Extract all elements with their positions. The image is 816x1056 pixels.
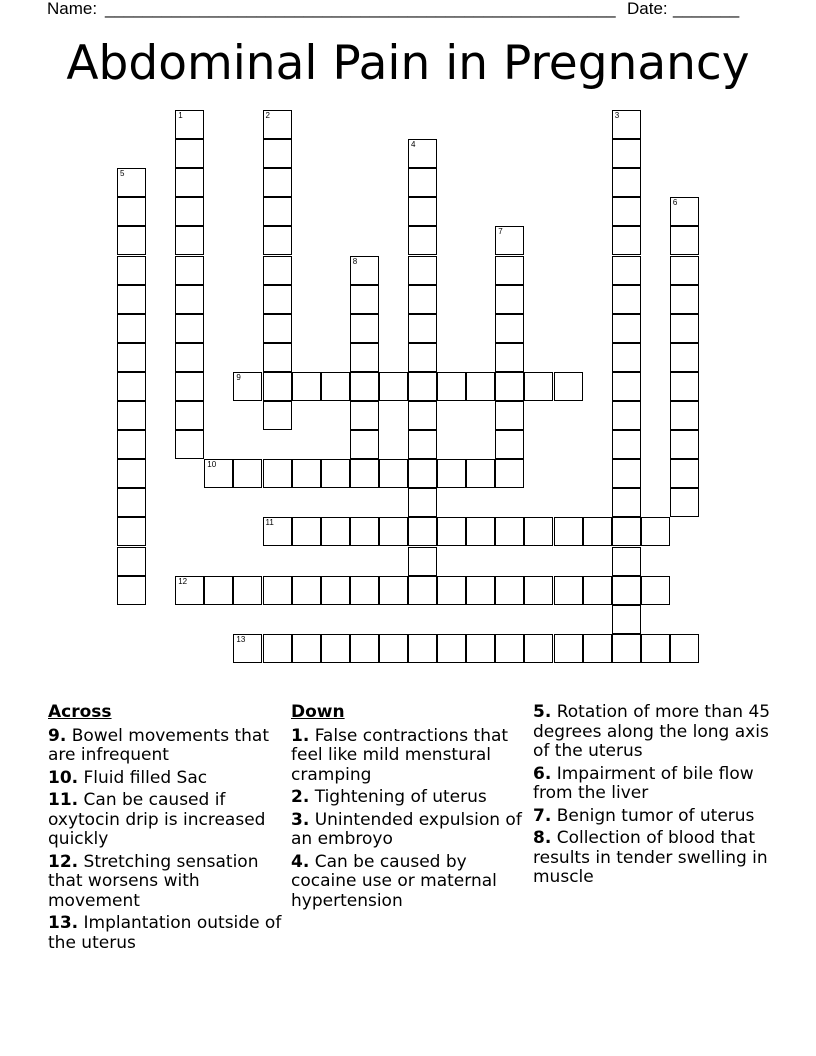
- clue-start-number: 5: [120, 169, 125, 179]
- clue-text: Collection of blood that results in tender swelling in muscle: [533, 828, 768, 887]
- crossword-cell[interactable]: [204, 459, 233, 488]
- crossword-cell[interactable]: [117, 401, 146, 430]
- crossword-cell[interactable]: [554, 372, 583, 401]
- clue-down-4: [291, 853, 526, 912]
- date-label: Date:: [627, 0, 668, 18]
- crossword-cell[interactable]: [612, 197, 641, 226]
- across-clues: [48, 703, 283, 956]
- crossword-cell[interactable]: [117, 517, 146, 546]
- crossword-cell[interactable]: [350, 401, 379, 430]
- crossword-cell[interactable]: [175, 197, 204, 226]
- crossword-cell[interactable]: [292, 372, 321, 401]
- clue-down-2: [291, 788, 526, 808]
- clue-across-12: [48, 853, 283, 912]
- crossword-cell[interactable]: [321, 372, 350, 401]
- crossword-cell[interactable]: [175, 372, 204, 401]
- down-heading: Down: [291, 702, 345, 722]
- crossword-cell[interactable]: [612, 459, 641, 488]
- crossword-cell[interactable]: [263, 197, 292, 226]
- crossword-cell[interactable]: [117, 285, 146, 314]
- crossword-cell[interactable]: [175, 430, 204, 459]
- clue-number: 7.: [533, 805, 552, 826]
- crossword-cell[interactable]: [670, 488, 699, 517]
- crossword-cell[interactable]: [466, 372, 495, 401]
- clue-number: 11.: [48, 790, 79, 810]
- crossword-cell[interactable]: [408, 488, 437, 517]
- crossword-cell[interactable]: [263, 343, 292, 372]
- clue-number: 4.: [291, 851, 310, 872]
- crossword-cell[interactable]: [117, 459, 146, 488]
- crossword-cell[interactable]: [350, 576, 379, 605]
- clue-number: 6.: [533, 763, 552, 784]
- crossword-cell[interactable]: [408, 372, 437, 401]
- crossword-cell[interactable]: [670, 256, 699, 285]
- clue-number: 13.: [48, 913, 79, 933]
- crossword-cell[interactable]: [117, 488, 146, 517]
- crossword-cell[interactable]: [495, 343, 524, 372]
- crossword-cell[interactable]: [263, 459, 292, 488]
- crossword-cell[interactable]: [466, 576, 495, 605]
- crossword-cell[interactable]: [321, 517, 350, 546]
- crossword-cell[interactable]: [175, 168, 204, 197]
- crossword-cell[interactable]: [670, 459, 699, 488]
- crossword-cell[interactable]: [263, 226, 292, 255]
- crossword-cell[interactable]: [233, 634, 262, 663]
- crossword-cell[interactable]: [495, 226, 524, 255]
- crossword-cell[interactable]: [408, 314, 437, 343]
- crossword-cell[interactable]: [612, 634, 641, 663]
- crossword-cell[interactable]: [233, 372, 262, 401]
- clue-across-10: [48, 769, 283, 789]
- crossword-cell[interactable]: [554, 576, 583, 605]
- crossword-cell[interactable]: [263, 634, 292, 663]
- crossword-cell[interactable]: [175, 343, 204, 372]
- crossword-cell[interactable]: [466, 517, 495, 546]
- clue-text: Fluid filled Sac: [83, 767, 208, 788]
- clue-number: 9.: [48, 725, 67, 746]
- crossword-cell[interactable]: [670, 226, 699, 255]
- crossword-cell[interactable]: [379, 459, 408, 488]
- crossword-cell[interactable]: [495, 517, 524, 546]
- clue-down-6: [533, 765, 778, 804]
- clue-down-7: [533, 807, 778, 827]
- crossword-cell[interactable]: [408, 168, 437, 197]
- crossword-cell[interactable]: [524, 634, 553, 663]
- crossword-cell[interactable]: [263, 139, 292, 168]
- crossword-cell[interactable]: [612, 314, 641, 343]
- crossword-cell[interactable]: [175, 285, 204, 314]
- crossword-cell[interactable]: [670, 314, 699, 343]
- clue-start-number: 8: [352, 256, 358, 266]
- crossword-cell[interactable]: [437, 459, 466, 488]
- crossword-cell[interactable]: [641, 576, 670, 605]
- crossword-cell[interactable]: [263, 314, 292, 343]
- crossword-cell[interactable]: [583, 634, 612, 663]
- clue-across-9: [48, 727, 283, 766]
- crossword-cell[interactable]: [408, 401, 437, 430]
- clue-start-number: 12: [178, 576, 188, 586]
- crossword-cell[interactable]: [321, 459, 350, 488]
- crossword-cell[interactable]: [350, 314, 379, 343]
- crossword-cell[interactable]: [379, 372, 408, 401]
- clue-text: Rotation of more than 45 degrees along the long axis of the uterus: [533, 702, 771, 761]
- crossword-cell[interactable]: [350, 430, 379, 459]
- page-title: Abdominal Pain in Pregnancy: [66, 36, 750, 91]
- crossword-cell[interactable]: [175, 401, 204, 430]
- crossword-cell[interactable]: [524, 576, 553, 605]
- crossword-cell[interactable]: [263, 372, 292, 401]
- clue-start-number: 11: [265, 518, 274, 528]
- crossword-cell[interactable]: [554, 634, 583, 663]
- crossword-cell[interactable]: [379, 634, 408, 663]
- crossword-cell[interactable]: [175, 226, 204, 255]
- crossword-cell[interactable]: [612, 488, 641, 517]
- clue-start-number: 9: [236, 372, 241, 382]
- clue-number: 8.: [533, 828, 552, 848]
- crossword-cell[interactable]: [612, 168, 641, 197]
- down-clues: [291, 703, 526, 914]
- crossword-cell[interactable]: [263, 285, 292, 314]
- clue-text: Can be caused if oxytocin drip is increased quickly: [48, 790, 266, 849]
- crossword-cell[interactable]: [495, 459, 524, 488]
- crossword-cell[interactable]: [612, 401, 641, 430]
- crossword-cell[interactable]: [495, 285, 524, 314]
- crossword-cell[interactable]: [292, 576, 321, 605]
- date-field-line: _______: [673, 0, 740, 18]
- crossword-cell[interactable]: [117, 343, 146, 372]
- crossword-cell[interactable]: [495, 430, 524, 459]
- clue-text: Bowel movements that are infrequent: [48, 725, 269, 765]
- crossword-cell[interactable]: [670, 634, 699, 663]
- crossword-cell[interactable]: [437, 576, 466, 605]
- crossword-cell[interactable]: [408, 256, 437, 285]
- crossword-cell[interactable]: [670, 285, 699, 314]
- clue-start-number: 2: [265, 111, 270, 120]
- crossword-cell[interactable]: [117, 197, 146, 226]
- crossword-cell[interactable]: [263, 576, 292, 605]
- crossword-cell[interactable]: [408, 634, 437, 663]
- crossword-cell[interactable]: [495, 401, 524, 430]
- crossword-cell[interactable]: [612, 285, 641, 314]
- clue-text: Impairment of bile flow from the liver: [533, 763, 754, 803]
- clue-number: 1.: [291, 725, 310, 746]
- crossword-cell[interactable]: [670, 343, 699, 372]
- crossword-cell[interactable]: [175, 314, 204, 343]
- crossword-cell[interactable]: [583, 576, 612, 605]
- crossword-cell[interactable]: [495, 372, 524, 401]
- crossword-cell[interactable]: [117, 430, 146, 459]
- crossword-cell[interactable]: [379, 517, 408, 546]
- crossword-cell[interactable]: [350, 285, 379, 314]
- crossword-cell[interactable]: [495, 314, 524, 343]
- clue-number: 3.: [291, 809, 310, 830]
- crossword-cell[interactable]: [350, 372, 379, 401]
- crossword-cell[interactable]: [612, 430, 641, 459]
- crossword-cell[interactable]: [437, 372, 466, 401]
- crossword-cell[interactable]: [117, 314, 146, 343]
- crossword-cell[interactable]: [437, 634, 466, 663]
- crossword-cell[interactable]: [554, 517, 583, 546]
- clue-text: False contractions that feel like mild menstural cramping: [291, 725, 509, 785]
- crossword-cell[interactable]: [583, 517, 612, 546]
- crossword-cell[interactable]: [466, 634, 495, 663]
- crossword-cell[interactable]: [204, 576, 233, 605]
- clue-start-number: 3: [614, 111, 620, 120]
- crossword-cell[interactable]: [408, 343, 437, 372]
- crossword-cell[interactable]: [117, 547, 146, 576]
- crossword-cell[interactable]: [350, 634, 379, 663]
- crossword-cell[interactable]: [670, 430, 699, 459]
- crossword-cell[interactable]: [524, 372, 553, 401]
- crossword-cell[interactable]: [670, 372, 699, 401]
- crossword-cell[interactable]: [612, 547, 641, 576]
- clue-text: Benign tumor of uterus: [556, 805, 755, 826]
- crossword-cell[interactable]: [379, 576, 408, 605]
- crossword-cell[interactable]: [321, 576, 350, 605]
- crossword-cell[interactable]: [495, 576, 524, 605]
- crossword-cell[interactable]: [175, 139, 204, 168]
- crossword-cell[interactable]: [612, 256, 641, 285]
- crossword-cell[interactable]: [670, 197, 699, 226]
- crossword-cell[interactable]: [321, 634, 350, 663]
- clue-start-number: 10: [207, 460, 217, 470]
- crossword-cell[interactable]: [233, 459, 262, 488]
- crossword-cell[interactable]: [408, 226, 437, 255]
- clue-number: 10.: [48, 767, 79, 788]
- clue-start-number: 6: [672, 198, 678, 208]
- name-label: Name:: [47, 0, 98, 18]
- crossword-cell[interactable]: [292, 517, 321, 546]
- crossword-cell[interactable]: [263, 517, 292, 546]
- crossword-cell[interactable]: [233, 576, 262, 605]
- crossword-cell[interactable]: [292, 459, 321, 488]
- clue-text: Stretching sensation that worsens with movement: [48, 851, 259, 911]
- crossword-cell[interactable]: [117, 256, 146, 285]
- crossword-cell[interactable]: [612, 139, 641, 168]
- crossword-cell[interactable]: [437, 517, 466, 546]
- clue-start-number: 7: [498, 227, 503, 237]
- crossword-cell[interactable]: [495, 634, 524, 663]
- crossword-cell[interactable]: [670, 401, 699, 430]
- crossword-cell[interactable]: [117, 576, 146, 605]
- clue-across-13: [48, 914, 283, 953]
- crossword-cell[interactable]: [117, 372, 146, 401]
- crossword-cell[interactable]: [612, 517, 641, 546]
- clue-text: Tightening of uterus: [314, 787, 487, 807]
- crossword-cell[interactable]: [408, 517, 437, 546]
- clue-start-number: 4: [411, 140, 416, 150]
- down-clues-continued: [533, 703, 778, 891]
- crossword-cell[interactable]: [350, 459, 379, 488]
- clue-number: 12.: [48, 851, 79, 872]
- crossword-cell[interactable]: [175, 576, 204, 605]
- crossword-cell[interactable]: [350, 517, 379, 546]
- clue-number: 5.: [533, 702, 552, 722]
- crossword-cell[interactable]: [612, 576, 641, 605]
- crossword-cell[interactable]: [612, 226, 641, 255]
- crossword-cell[interactable]: [612, 372, 641, 401]
- crossword-cell[interactable]: [641, 634, 670, 663]
- crossword-cell[interactable]: [612, 605, 641, 634]
- crossword-cell[interactable]: [641, 517, 670, 546]
- clue-text: Can be caused by cocaine use or maternal hypertension: [291, 851, 497, 911]
- crossword-cell[interactable]: [408, 285, 437, 314]
- crossword-cell[interactable]: [612, 343, 641, 372]
- crossword-cell[interactable]: [350, 343, 379, 372]
- crossword-cell[interactable]: [263, 256, 292, 285]
- crossword-cell[interactable]: [263, 110, 292, 139]
- clue-number: 2.: [291, 787, 310, 807]
- crossword-cell[interactable]: [408, 197, 437, 226]
- across-heading: Across: [48, 702, 112, 722]
- crossword-cell[interactable]: [408, 430, 437, 459]
- crossword-cell[interactable]: [524, 517, 553, 546]
- crossword-cell[interactable]: [175, 256, 204, 285]
- clue-text: Unintended expulsion of an embroyo: [291, 809, 522, 849]
- clue-down-3: [291, 811, 526, 850]
- crossword-cell[interactable]: [263, 401, 292, 430]
- crossword-cell[interactable]: [466, 459, 495, 488]
- name-field-line: ______________________________________________________: [105, 0, 616, 18]
- crossword-cell[interactable]: [408, 576, 437, 605]
- crossword-cell[interactable]: [292, 634, 321, 663]
- crossword-cell[interactable]: [175, 110, 204, 139]
- crossword-cell[interactable]: [495, 256, 524, 285]
- crossword-cell[interactable]: [408, 139, 437, 168]
- clue-down-1: [291, 727, 526, 786]
- clue-start-number: 1: [178, 111, 183, 120]
- clue-start-number: 13: [236, 634, 246, 644]
- crossword-cell[interactable]: [408, 459, 437, 488]
- clue-down-8: [533, 829, 778, 888]
- clue-text: Implantation outside of the uterus: [48, 913, 282, 953]
- clue-across-11: [48, 791, 283, 850]
- crossword-cell[interactable]: [117, 226, 146, 255]
- crossword-cell[interactable]: [263, 168, 292, 197]
- crossword-cell[interactable]: [612, 110, 641, 139]
- crossword-cell[interactable]: [408, 547, 437, 576]
- crossword-cell[interactable]: [117, 168, 146, 197]
- crossword-cell[interactable]: [350, 256, 379, 285]
- clue-down-5: [533, 703, 778, 762]
